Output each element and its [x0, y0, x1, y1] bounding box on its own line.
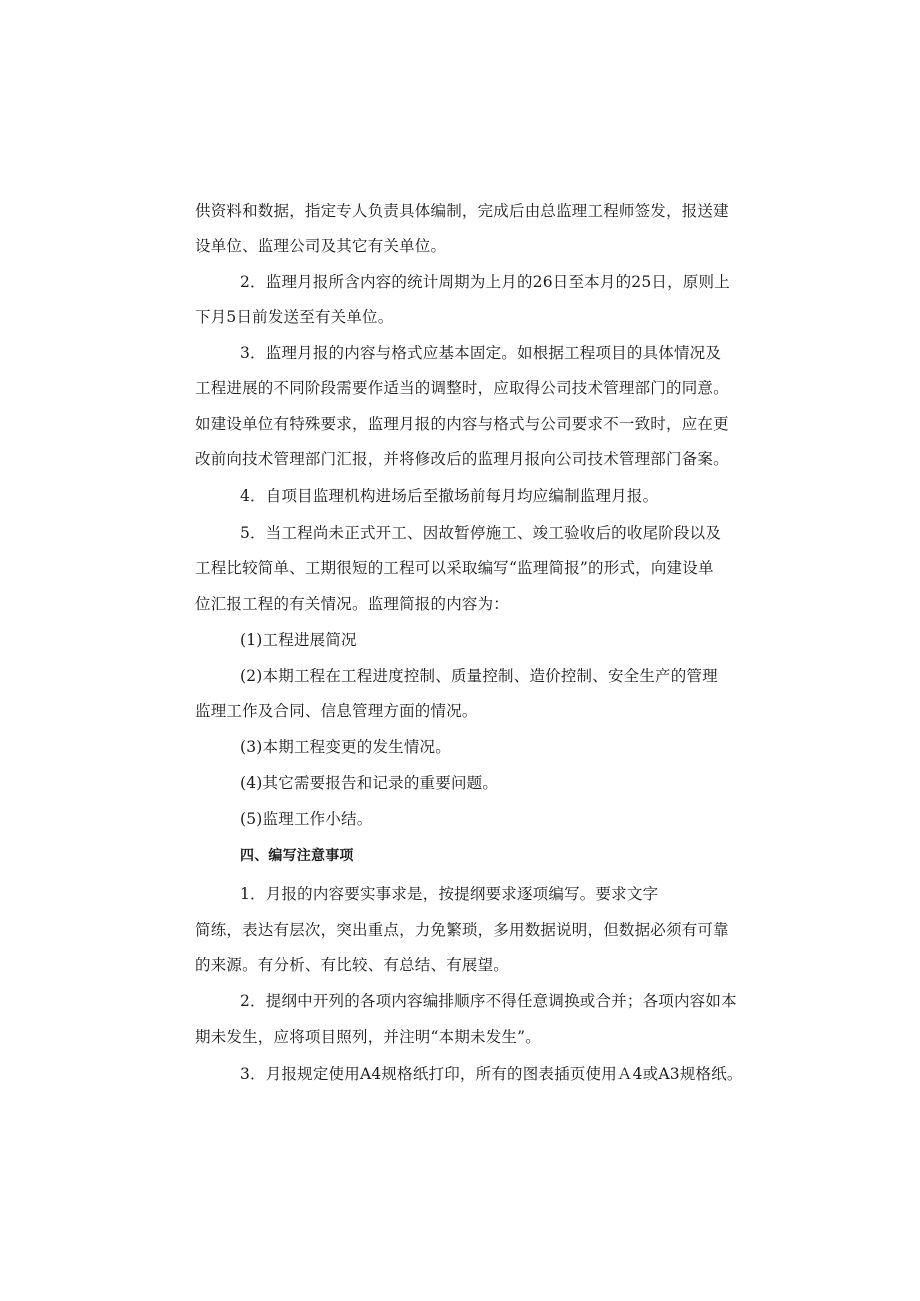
paragraph-line: 5．当工程尚未正式开工、因故暂停施工、竣工验收后的收尾阶段以及	[240, 524, 722, 542]
paragraph-line: 如建设单位有特殊要求，监理月报的内容与格式与公司要求不一致时，应在更	[195, 415, 729, 433]
paragraph-line: 3．月报规定使用A4规格纸打印，所有的图表插页使用Ａ4或A3规格纸。	[240, 1065, 743, 1083]
paragraph-line: 工程进展的不同阶段需要作适当的调整时，应取得公司技术管理部门的同意。	[195, 379, 729, 397]
paragraph-line: 下月5日前发送至有关单位。	[195, 308, 394, 326]
paragraph-line: 工程比较简单、工期很短的工程可以采取编写“监理简报”的形式，向建设单	[195, 559, 714, 577]
paragraph-line: 改前向技术管理部门汇报，并将修改后的监理月报向公司技术管理部门备案。	[195, 450, 729, 468]
list-item: (4)其它需要报告和记录的重要问题。	[240, 774, 499, 792]
paragraph-line: 2．监理月报所含内容的统计周期为上月的26日至本月的25日，原则上	[240, 273, 730, 291]
paragraph-line: 的来源。有分析、有比较、有总结、有展望。	[195, 956, 510, 974]
list-item: (2)本期工程在工程进度控制、质量控制、造价控制、安全生产的管理	[240, 667, 718, 685]
list-item-continuation: 监理工作及合同、信息管理方面的情况。	[195, 702, 478, 720]
paragraph-line: 简练，表达有层次，突出重点，力免繁琐，多用数据说明，但数据必须有可靠	[195, 921, 729, 939]
paragraph-line: 供资料和数据，指定专人负责具体编制，完成后由总监理工程师签发，报送建	[195, 202, 729, 220]
paragraph-line: 3．监理月报的内容与格式应基本固定。如根据工程项目的具体情况及	[240, 344, 722, 362]
paragraph-line: 设单位、监理公司及其它有关单位。	[195, 237, 447, 255]
paragraph-line: 2．提纲中开列的各项内容编排顺序不得任意调换或合并；各项内容如本	[240, 992, 737, 1010]
list-item: (1)工程进展简况	[240, 631, 357, 649]
list-item: (5)监理工作小结。	[240, 810, 373, 828]
paragraph-line: 4．自项目监理机构进场后至撤场前每月均应编制监理月报。	[240, 487, 659, 505]
list-item: (3)本期工程变更的发生情况。	[240, 738, 451, 756]
paragraph-line: 位汇报工程的有关情况。监理简报的内容为：	[195, 595, 510, 613]
section-heading: 四、编写注意事项	[240, 848, 354, 864]
paragraph-line: 期未发生，应将项目照列，并注明“本期未发生”。	[195, 1028, 541, 1046]
paragraph-line: 1．月报的内容要实事求是，按提纲要求逐项编写。要求文字	[240, 885, 659, 903]
